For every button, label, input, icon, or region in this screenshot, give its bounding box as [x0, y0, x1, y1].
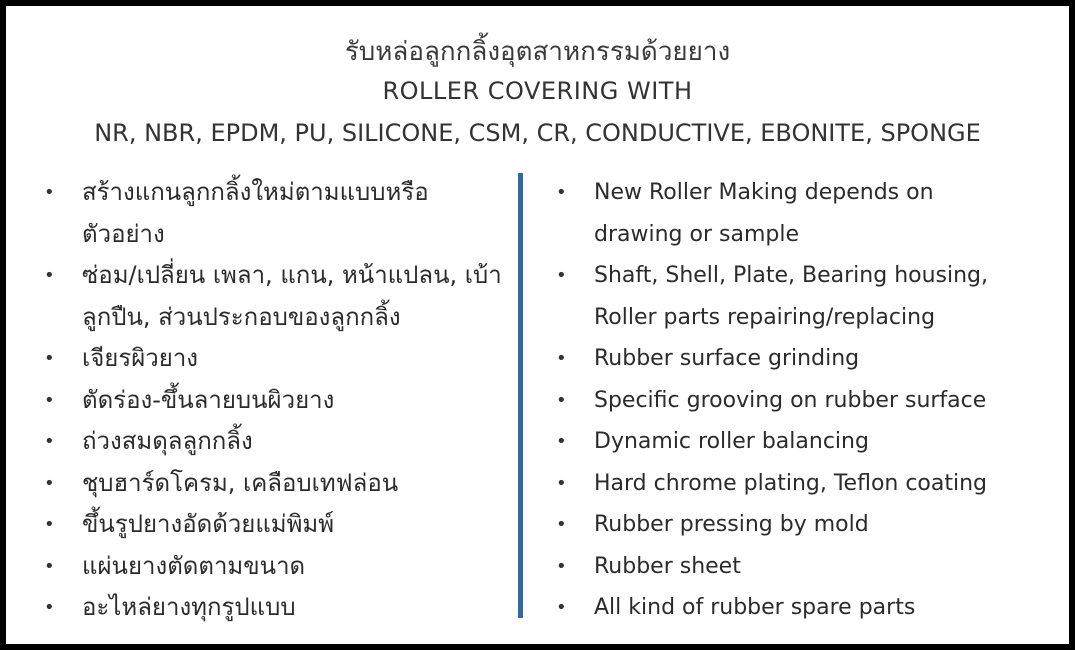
- list-item-text: ถ่วงสมดุลลูกกลิ้ง: [82, 427, 253, 455]
- list-item: [548, 587, 1058, 629]
- list-item-text: Shaft, Shell, Plate, Bearing housing, Roller parts repairing/replacing: [594, 263, 989, 330]
- bullet-icon: •: [556, 514, 567, 535]
- bullet-icon: •: [556, 472, 567, 494]
- list-item: [548, 463, 1058, 505]
- list-item: [548, 255, 1054, 338]
- bullet-icon: •: [556, 348, 567, 369]
- list-item-text: Specific grooving on rubber surface: [594, 387, 987, 413]
- bullet-icon: •: [44, 597, 55, 618]
- list-item-text: ซ่อม/เปลี่ยน เพลา, แกน, หน้าแปลน, เบ้าลูกปืน, ส่วนประกอบของลูกกลิ้ง: [82, 261, 502, 331]
- list-item-text: ขึ้นรูปยางอัดด้วยแม่พิมพ์: [82, 510, 335, 538]
- bullet-icon: •: [44, 514, 55, 535]
- list-item-text: Rubber surface grinding: [594, 346, 860, 371]
- bullet-icon: •: [44, 182, 55, 203]
- column-divider: [518, 173, 523, 618]
- list-item-text: ตัดร่อง-ขึ้นลายบนผิวยาง: [82, 385, 335, 414]
- bullet-icon: •: [44, 555, 55, 577]
- list-item: [36, 380, 506, 422]
- bullet-icon: •: [556, 431, 567, 452]
- list-item: [36, 421, 506, 463]
- list-item-text: Dynamic roller balancing: [594, 429, 869, 454]
- bullet-icon: •: [44, 265, 55, 286]
- bullet-icon: •: [44, 389, 55, 411]
- list-item-text: เจียรผิวยาง: [82, 344, 199, 372]
- english-subtitle: ROLLER COVERING WITH: [382, 77, 693, 105]
- bullet-icon: •: [556, 265, 567, 286]
- list-item: [548, 172, 1014, 255]
- bullet-icon: •: [44, 431, 55, 452]
- thai-title: รับหล่อลูกกลิ้งอุตสาหกรรมด้วยยาง: [344, 37, 731, 67]
- bullet-icon: •: [44, 472, 55, 494]
- bullet-icon: •: [556, 597, 567, 618]
- list-item: [36, 546, 506, 588]
- list-item-text: Rubber sheet: [594, 553, 741, 579]
- list-item: [36, 172, 502, 255]
- list-item: [548, 421, 1058, 463]
- list-item: [548, 504, 1058, 546]
- bullet-icon: •: [44, 348, 55, 369]
- bullet-icon: •: [556, 182, 567, 203]
- list-item: [548, 380, 1058, 422]
- list-item: [36, 463, 506, 505]
- list-item-text: All kind of rubber spare parts: [594, 595, 916, 620]
- list-item-text: อะไหล่ยางทุกรูปแบบ: [82, 593, 296, 621]
- list-item-text: แผ่นยางตัดตามขนาด: [82, 551, 306, 580]
- list-item: [36, 338, 506, 380]
- content-frame: [6, 6, 1069, 644]
- list-item-text: ชุบฮาร์ดโครม, เคลือบเทฟล่อน: [82, 468, 399, 497]
- english-services-list: [548, 172, 1058, 629]
- list-item: [36, 587, 506, 629]
- bullet-icon: •: [556, 389, 567, 411]
- list-item-text: Hard chrome plating, Teflon coating: [594, 470, 988, 496]
- list-item: [36, 504, 506, 546]
- materials-list: NR, NBR, EPDM, PU, SILICONE, CSM, CR, CONDUCTIVE, EBONITE, SPONGE: [94, 119, 981, 147]
- list-item-text: Rubber pressing by mold: [594, 512, 869, 537]
- bullet-icon: •: [556, 555, 567, 577]
- thai-services-list: [36, 172, 506, 629]
- list-item-text: New Roller Making depends on drawing or sample: [594, 180, 934, 247]
- list-item: [36, 255, 512, 338]
- list-item: [548, 338, 1058, 380]
- list-item: [548, 546, 1058, 588]
- list-item-text: สร้างแกนลูกกลิ้งใหม่ตามแบบหรือ ตัวอย่าง: [82, 178, 429, 248]
